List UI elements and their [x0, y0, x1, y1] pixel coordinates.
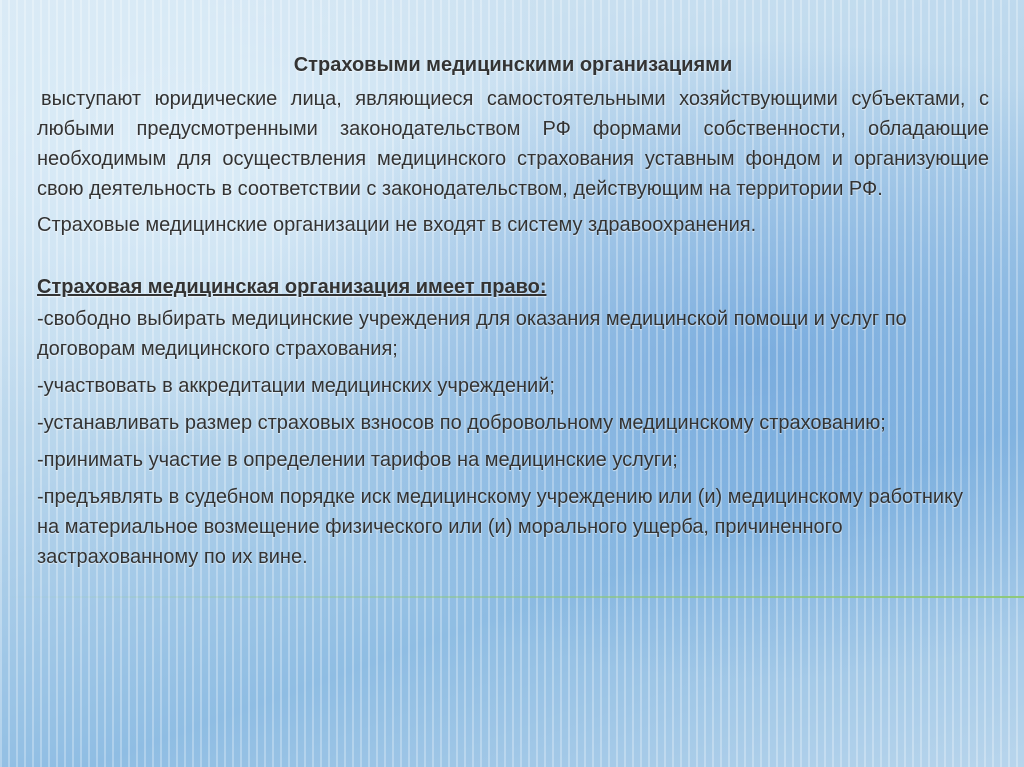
- rights-heading: Страховая медицинская организация имеет право:: [37, 276, 547, 298]
- rights-item: -предъявлять в судебном порядке иск медицинскому учреждению или (и) медицинскому работнику на материальное возмещение физического или (и) морального ущерба, причиненного застрахованному по их вине.: [37, 486, 964, 568]
- statement-text: Страховые медицинские организации не входят в систему здравоохранения.: [37, 214, 757, 236]
- rights-item: -свободно выбирать медицинские учреждения для оказания медицинской помощи и услуг по договорам медицинского страхования;: [37, 308, 907, 360]
- slide-content: [37, 50, 989, 579]
- definition-text: выступают юридические лица, являющиеся самостоятельными хозяйствующими субъектами, с любыми предусмотренными законодательством РФ формами собственности, обладающие необходимым для осуществления медицинского страхования уставным фондом и организующие свою деятельность в соответствии с законодательством, действующим на территории РФ.: [37, 88, 989, 200]
- decorative-line: [0, 596, 1024, 598]
- rights-list: [37, 304, 989, 572]
- definition-heading: Страховыми медицинскими организациями: [293, 54, 733, 76]
- rights-item: -устанавливать размер страховых взносов по добровольному медицинскому страхованию;: [37, 412, 886, 434]
- rights-item: -принимать участие в определении тарифов на медицинские услуги;: [37, 449, 678, 471]
- rights-item: -участвовать в аккредитации медицинских учреждений;: [37, 375, 555, 397]
